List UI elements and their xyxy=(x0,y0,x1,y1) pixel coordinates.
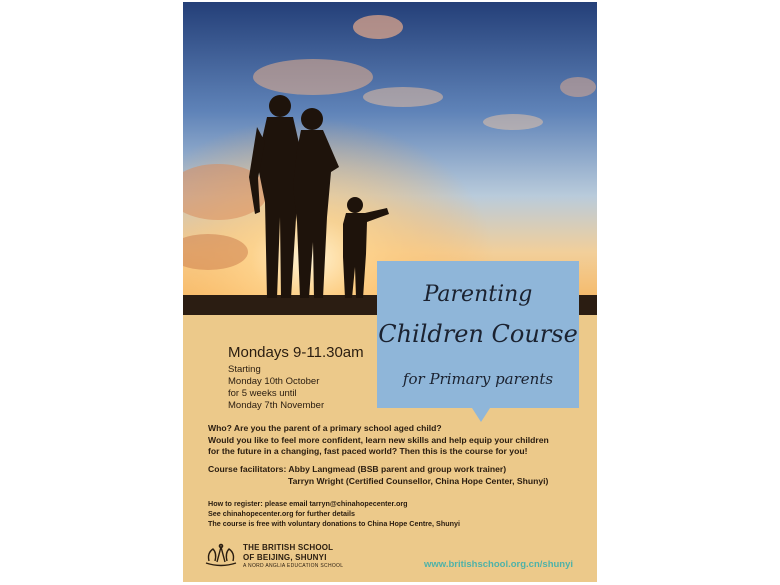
registration-info xyxy=(208,499,460,529)
intro-line: Who? Are you the parent of a primary school aged child? xyxy=(208,423,442,433)
register-line: The course is free with voluntary donations to China Hope Centre, Shunyi xyxy=(208,519,460,528)
register-line: How to register: please email tarryn@chinahopecenter.org xyxy=(208,499,408,508)
school-name-line: OF BEIJING, SHUNYI xyxy=(243,552,327,562)
intro-line: Would you like to feel more confident, learn new skills and help equip your children xyxy=(208,434,549,445)
facilitator-line: Tarryn Wright (Certified Counsellor, China Hope Center, Shunyi) xyxy=(288,475,549,486)
course-title-line-2: Children Course xyxy=(378,320,578,348)
school-name-block xyxy=(243,543,343,571)
course-poster xyxy=(183,2,597,582)
course-subtitle: for Primary parents xyxy=(402,370,554,388)
school-tagline: A NORD ANGLIA EDUCATION SCHOOL xyxy=(243,563,344,569)
school-crest-icon xyxy=(203,541,239,569)
intro-paragraph xyxy=(208,423,588,458)
schedule-line: Monday 10th October xyxy=(228,376,320,387)
register-line: See chinahopecenter.org for further details xyxy=(208,509,355,518)
schedule-line: Monday 7th November xyxy=(228,400,325,411)
schedule-line: for 5 weeks until xyxy=(228,388,297,399)
schedule-heading: Mondays 9-11.30am xyxy=(228,344,364,361)
schedule-block xyxy=(228,344,364,412)
course-title-line-1: Parenting xyxy=(423,282,533,307)
callout-tail xyxy=(472,408,490,422)
schedule-line: Starting xyxy=(228,364,261,375)
school-website: www.britishschool.org.cn/shunyi xyxy=(424,559,574,570)
facilitator-line: Course facilitators: Abby Langmead (BSB parent and group work trainer) xyxy=(208,464,507,474)
facilitators xyxy=(208,464,548,487)
intro-line: for the future in a changing, fast paced world? Then this is the course for you! xyxy=(208,446,528,456)
school-name-line: THE BRITISH SCHOOL xyxy=(243,543,334,552)
